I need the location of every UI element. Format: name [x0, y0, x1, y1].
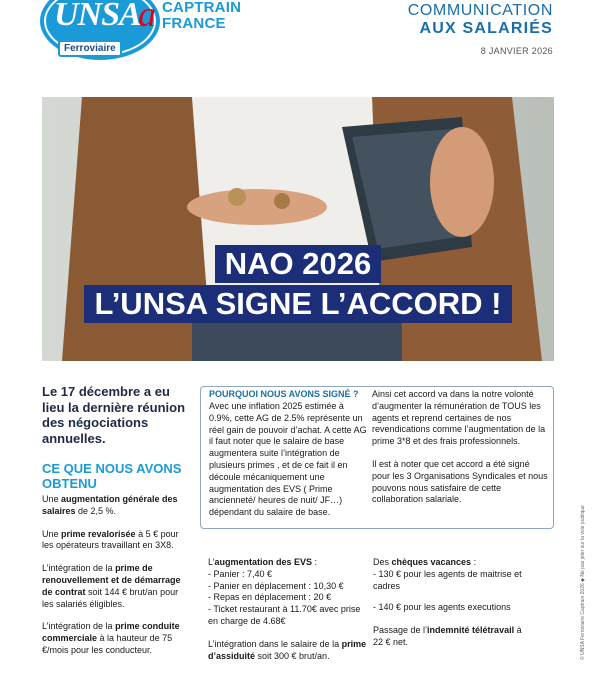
headline-line-2: L’UNSA SIGNE L’ACCORD !: [84, 285, 511, 323]
communication-title: [408, 2, 553, 38]
logo-letter-a: a: [138, 0, 156, 34]
evs-item: - Panier en déplacement : 10,30 €: [208, 580, 344, 591]
paragraph: Ainsi cet accord va dans la notre volonté d’augmenter la rémunération de TOUS les agents et reprend certaines de nos revendications comme l’augmentation de la prime 3*8 et des frais professionnels.: [372, 389, 546, 447]
evs-section: [208, 557, 368, 673]
org-line-2: FRANCE: [162, 15, 226, 32]
evs-heading: L’augmentation des EVS :: [208, 557, 318, 567]
vacation-section: [373, 557, 533, 660]
evs-item: - Ticket restaurant à 11.70€ avec prise en charge de 4.68€: [208, 604, 361, 626]
logo-letters: UNSA: [54, 0, 141, 33]
vacation-heading: Des chèques vacances :: [373, 557, 477, 567]
evs-item: - Repas en déplacement : 20 €: [208, 592, 332, 603]
org-line-1: CAPTRAIN: [162, 0, 242, 16]
evs-item: - Panier : 7,40 €: [208, 568, 273, 579]
headline-line-1: NAO 2026: [215, 245, 381, 283]
publication-date: 8 JANVIER 2026: [480, 46, 553, 56]
vacation-item: - 130 € pour les agents de maitrise et cadres: [373, 568, 522, 591]
obtained-item: Une prime revalorisée à 5 € pour les opérateurs travaillant en 3X8.: [42, 528, 179, 551]
comm-line-2: AUX SALARIÉS: [419, 20, 553, 37]
logo-badge: Ferroviaire: [58, 40, 122, 57]
hero-photo: [42, 97, 554, 361]
lead-paragraph: Le 17 décembre a eu lieu la dernière réunion des négociations annuelles.: [42, 384, 186, 446]
obtained-item: Une augmentation générale des salaires de 2,5 %.: [42, 494, 178, 516]
headline: [42, 245, 554, 323]
obtained-list: [42, 494, 192, 668]
obtained-item: L’intégration de la prime de renouvellement et de démarrage de contrat soit 144 € brut/an pour les salariés éligibles.: [42, 563, 181, 609]
obtained-item: L’intégration de la prime conduite commerciale à la hauteur de 75 €/mois pour les conducteur.: [42, 621, 180, 655]
why-signed-title: POURQUOI NOUS AVONS SIGNÉ ?: [209, 389, 359, 399]
paragraph: Il est à noter que cet accord a été signé pour les 3 Organisations Syndicales et nous pouvons nous satisfaire de cette collaboration salariale.: [372, 458, 548, 505]
section-heading-obtained: CE QUE NOUS AVONS OBTENU: [42, 461, 182, 491]
why-signed-continued: [372, 389, 550, 517]
vacation-item: - 140 € pour les agents executions: [373, 602, 511, 613]
copyright-side-note: © UNSA Ferroviaire Captrain 2026 ◆ Ne pas jeter sur la voie publique: [580, 505, 586, 660]
telework-paragraph: Passage de l’indemnité télétravail à 22 € net.: [373, 625, 522, 647]
assiduity-paragraph: L’intégration dans le salaire de la prime d’assiduité soit 300 € brut/an.: [208, 638, 367, 661]
org-name: [162, 0, 241, 32]
why-signed-text: Avec une inflation 2025 estimée à 0.9%, cette AG de 2.5% représente un réel gain de pouvoir d’achat. A cette AG il faut noter que le salaire de base augmentera suite l’intégration de plusieurs primes , et de ce fait il en découle mécaniquement une augmentation des EVS ( Prime ancienneté/ heures de nuit/ JF…) dépendant du salaire de base.: [209, 401, 367, 518]
comm-line-1: COMMUNICATION: [407, 2, 553, 19]
